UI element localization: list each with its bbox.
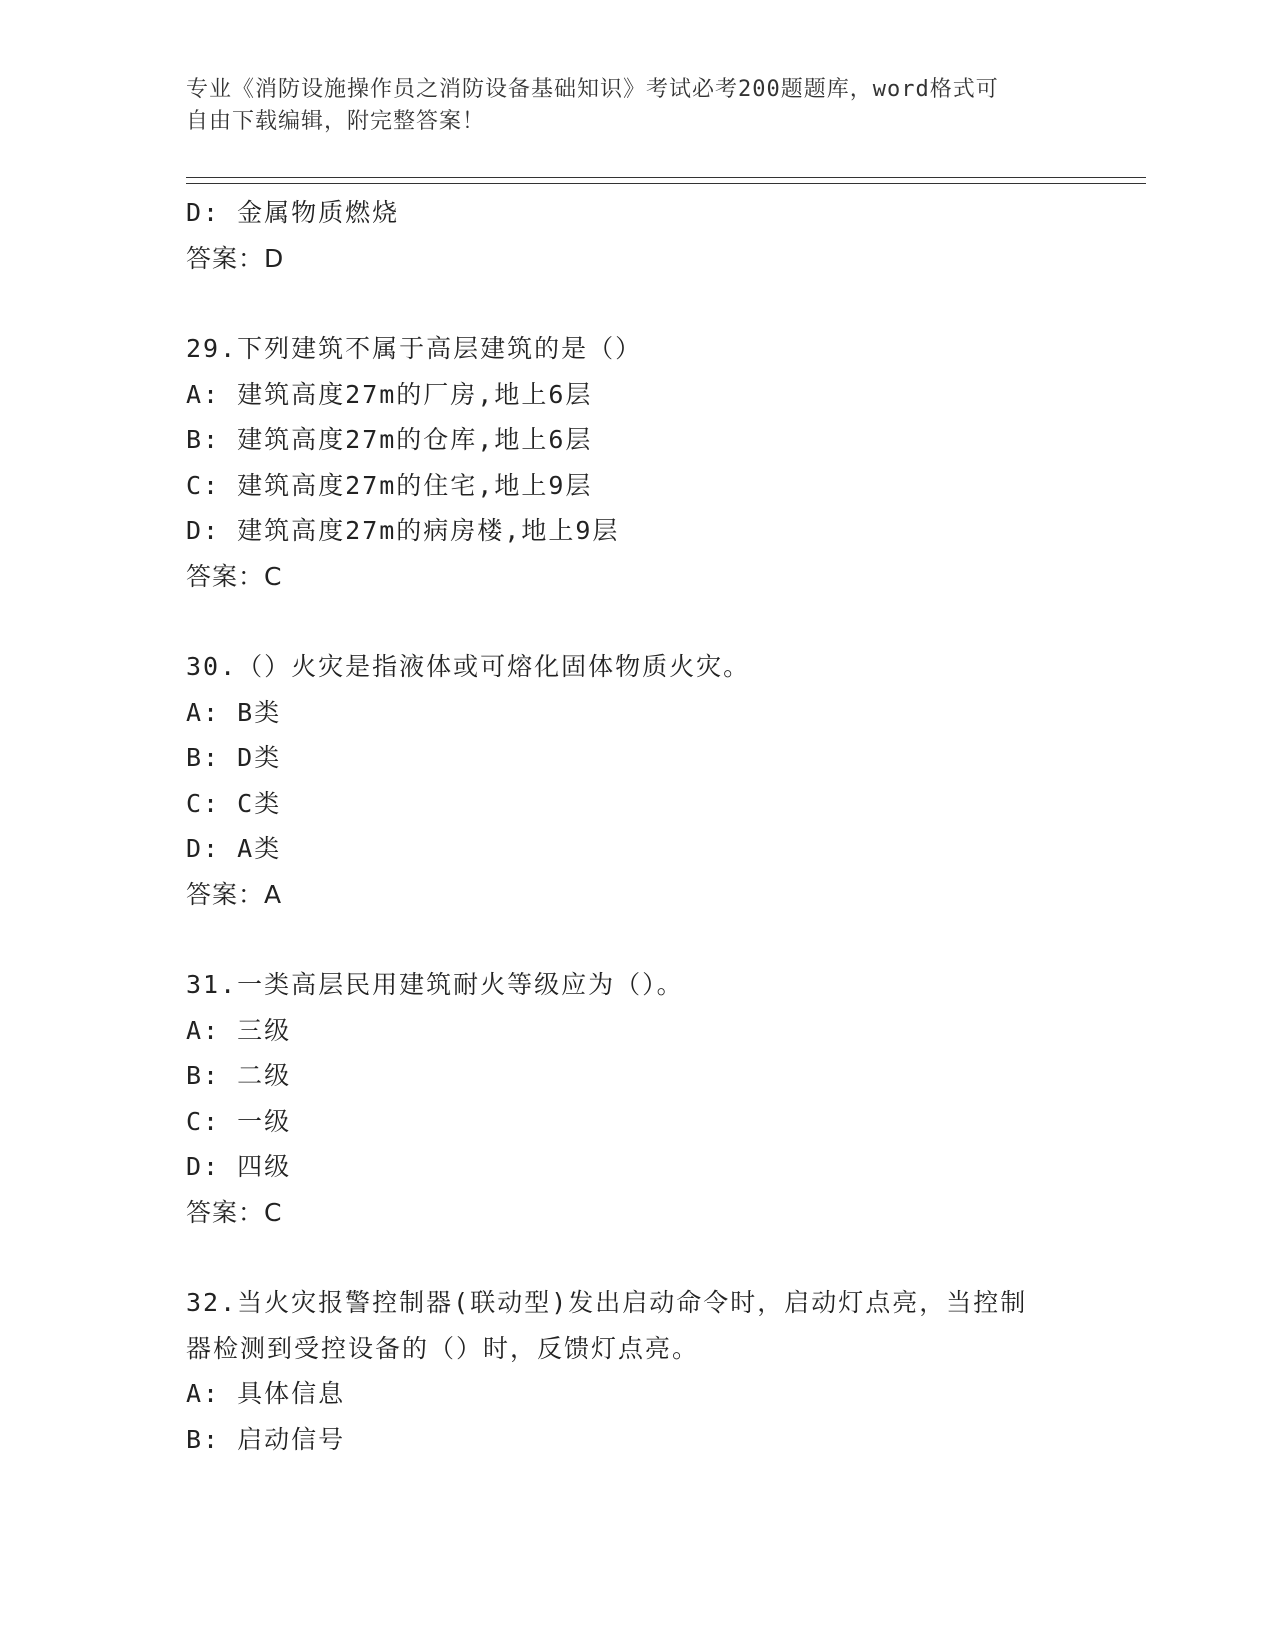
option-c: C: C类: [186, 788, 282, 818]
header-divider-bottom: [186, 183, 1146, 184]
question-list: [186, 190, 1086, 1462]
spacer: [186, 281, 1086, 326]
option-a: A: 具体信息: [186, 1379, 346, 1408]
option-b: B: 建筑高度27m的仓库,地上6层: [186, 425, 593, 454]
option-a: A: 建筑高度27m的厂房,地上6层: [186, 379, 593, 409]
spacer: [186, 917, 1086, 962]
answer-line: 答案：C: [186, 1197, 283, 1227]
option-b: B: 二级: [186, 1061, 292, 1090]
header-line-1: 专业《消防设施操作员之消防设备基础知识》考试必考200题题库，word格式可: [186, 77, 999, 102]
previous-question-tail: [186, 190, 1086, 281]
question-30: [186, 644, 1086, 917]
option-a: A: 三级: [186, 1015, 292, 1045]
answer-line: 答案：C: [186, 561, 283, 591]
question-stem: 31.一类高层民用建筑耐火等级应为（）。: [186, 970, 684, 999]
option-d: D: 建筑高度27m的病房楼,地上9层: [186, 516, 620, 545]
question-stem-line-2: 器检测到受控设备的（）时，反馈灯点亮。: [186, 1333, 700, 1363]
option-c: C: 一级: [186, 1106, 292, 1136]
question-32: [186, 1280, 1086, 1462]
question-stem: 29.下列建筑不属于高层建筑的是（）: [186, 334, 643, 363]
spacer: [186, 599, 1086, 644]
question-29: [186, 326, 1086, 599]
answer-line: 答案：A: [186, 879, 283, 909]
header-line-2: 自由下载编辑，附完整答案！: [186, 109, 486, 134]
document-header: [186, 74, 1066, 138]
option-c: C: 建筑高度27m的住宅,地上9层: [186, 470, 593, 500]
question-stem-line-1: 32.当火灾报警控制器(联动型)发出启动命令时，启动灯点亮，当控制: [186, 1288, 1028, 1317]
option-d: D: A类: [186, 834, 282, 863]
option-b: B: 启动信号: [186, 1424, 346, 1454]
header-divider-top: [186, 177, 1146, 178]
answer-line: 答案：D: [186, 243, 285, 273]
question-stem: 30.（）火灾是指液体或可熔化固体物质火灾。: [186, 652, 751, 681]
option-b: B: D类: [186, 743, 282, 772]
option-d: D: 四级: [186, 1152, 292, 1181]
option-a: A: B类: [186, 697, 282, 727]
spacer: [186, 1235, 1086, 1280]
option-d: D: 金属物质燃烧: [186, 198, 400, 227]
question-31: [186, 962, 1086, 1235]
